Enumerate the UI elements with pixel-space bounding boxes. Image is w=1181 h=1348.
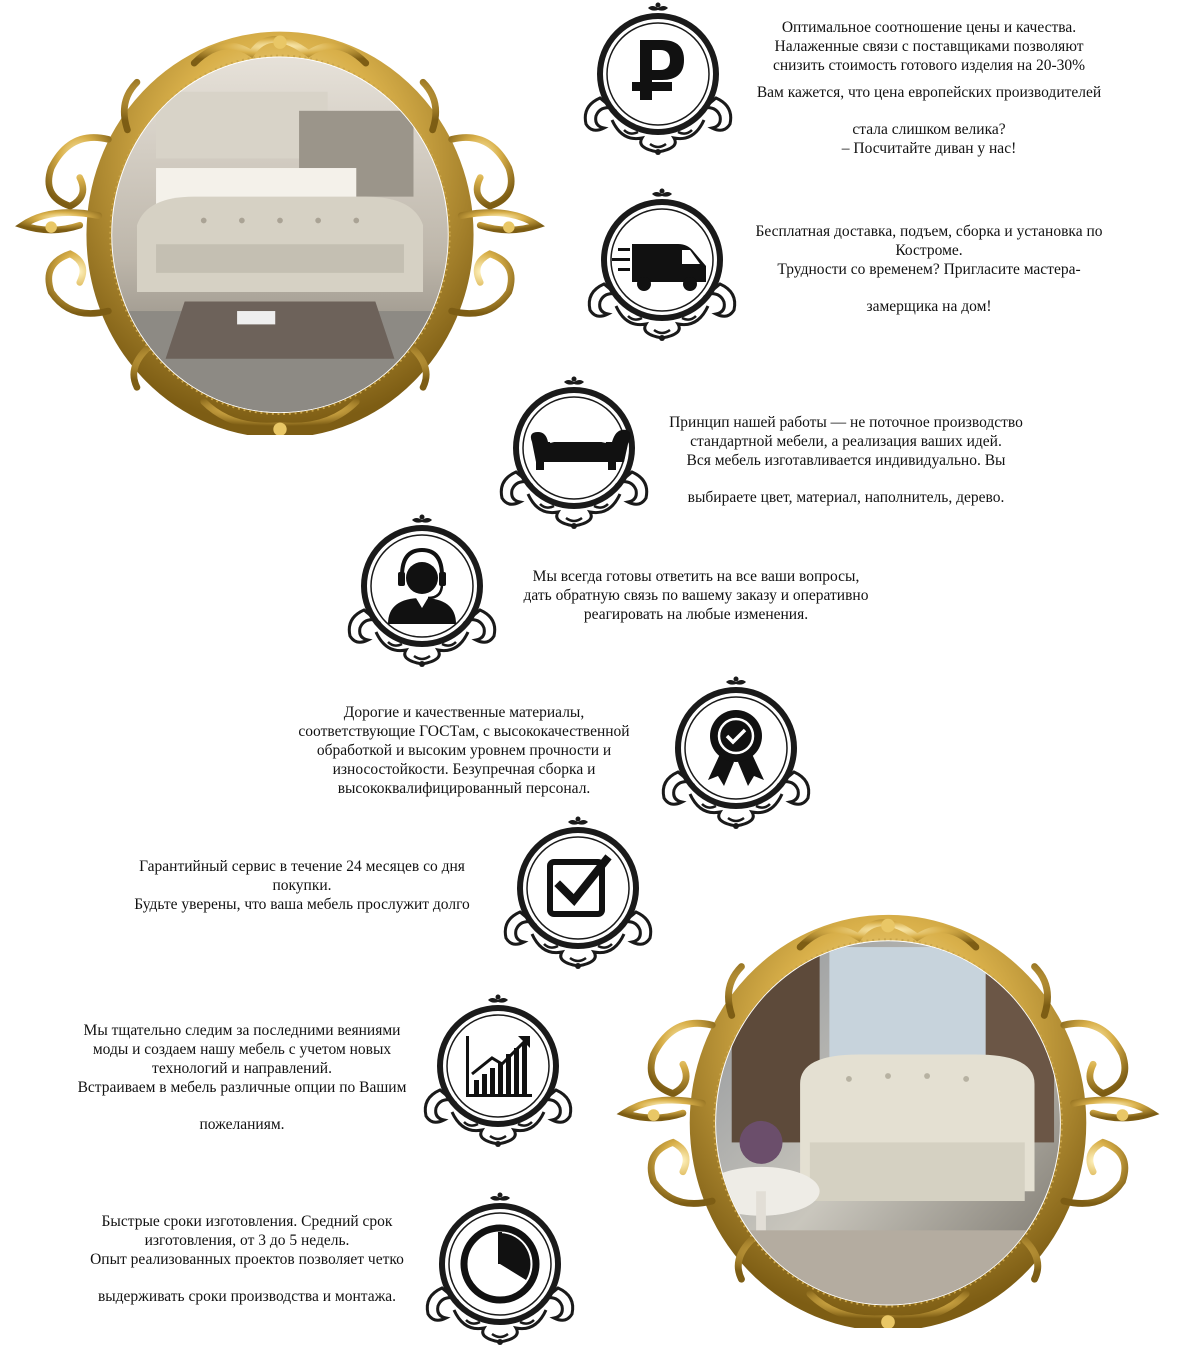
feature-4-line-2: дать обратную связь по вашему заказу и оперативно [523, 587, 869, 604]
feature-3-line-3: Вся мебель изготавливается индивидуально. Вы [686, 452, 1006, 469]
feature-5-line-2: соответствующие ГОСТам, с высококачественной [298, 723, 630, 740]
feature-7-line-2: моды и создаем нашу мебель с учетом новых [92, 1041, 392, 1058]
feature-1-line-5: стала слишком велика? [852, 121, 1006, 138]
feature-4-line-3: реагировать на любые изменения. [583, 606, 809, 623]
feature-1-line-1: Оптимальное соотношение цены и качества. [781, 19, 1077, 36]
feature-text-3 [650, 413, 1042, 507]
feature-2-line-2: Костроме. [895, 242, 963, 259]
feature-5-line-4: износостойкости. Безупречная сборка и [332, 761, 596, 778]
support-medallion [342, 514, 502, 670]
feature-8-line-2: изготовления, от 3 до 5 недель. [144, 1232, 350, 1249]
feature-3-line-2: стандартной мебели, а реализация ваших идей. [690, 433, 1002, 450]
feature-8-line-4: выдерживать сроки производства и монтажа. [97, 1288, 397, 1305]
feature-5-line-5: высококвалифицированный персонал. [337, 780, 591, 797]
delivery-medallion [582, 188, 742, 344]
feature-7-line-5: пожеланиям. [199, 1116, 285, 1133]
feature-6-line-3: Будьте уверены, что ваша мебель прослужит долго [134, 896, 470, 913]
feature-text-8 [66, 1212, 428, 1306]
warranty-medallion [498, 816, 658, 972]
feature-8-line-3: Опыт реализованных проектов позволяет четко [90, 1251, 404, 1268]
feature-5-line-1: Дорогие и качественные материалы, [343, 704, 585, 721]
ruble-medallion [578, 2, 738, 158]
feature-2-line-4: замерщика на дом! [866, 298, 992, 315]
clock-icon [464, 1228, 536, 1300]
feature-1-line-2: Налаженные связи с поставщиками позволяют [774, 38, 1084, 55]
feature-text-7 [56, 1021, 428, 1134]
feature-3-line-4: выбираете цвет, материал, наполнитель, дерево. [687, 489, 1005, 506]
feature-text-6 [110, 857, 494, 914]
growth-medallion [418, 994, 578, 1150]
feature-1-line-4: Вам кажется, что цена европейских производителей [756, 84, 1102, 101]
feature-2-line-1: Бесплатная доставка, подъем, сборка и установка по [755, 223, 1103, 240]
clock-medallion [420, 1192, 580, 1348]
feature-2-line-3: Трудности со временем? Пригласите мастера- [777, 261, 1081, 278]
armchair-photo [598, 908, 1178, 1328]
feature-text-5 [272, 703, 656, 798]
feature-4-line-1: Мы всегда готовы ответить на все ваши вопросы, [532, 568, 860, 585]
feature-6-line-1: Гарантийный сервис в течение 24 месяцев со дня [139, 858, 465, 875]
sofa-photo [0, 25, 560, 435]
feature-8-line-1: Быстрые сроки изготовления. Средний срок [101, 1213, 393, 1230]
feature-7-line-4: Встраиваем в мебель различные опции по Вашим [77, 1079, 407, 1096]
feature-7-line-1: Мы тщательно следим за последними веяниями [83, 1022, 401, 1039]
feature-text-2 [738, 222, 1120, 316]
sofa-medallion [494, 376, 654, 532]
feature-5-line-3: обработкой и высоким уровнем прочности и [316, 742, 612, 759]
feature-1-line-6: – Посчитайте диван у нас! [841, 140, 1017, 157]
feature-text-1 [738, 18, 1120, 158]
feature-1-line-3: снизить стоимость готового изделия на 20-30% [772, 57, 1086, 74]
feature-3-line-1: Принцип нашей работы — не поточное производство [669, 414, 1023, 431]
quality-medallion [656, 676, 816, 832]
feature-7-line-3: технологий и направлений. [152, 1060, 332, 1077]
feature-text-4 [496, 567, 896, 624]
feature-6-line-2: покупки. [272, 877, 332, 894]
